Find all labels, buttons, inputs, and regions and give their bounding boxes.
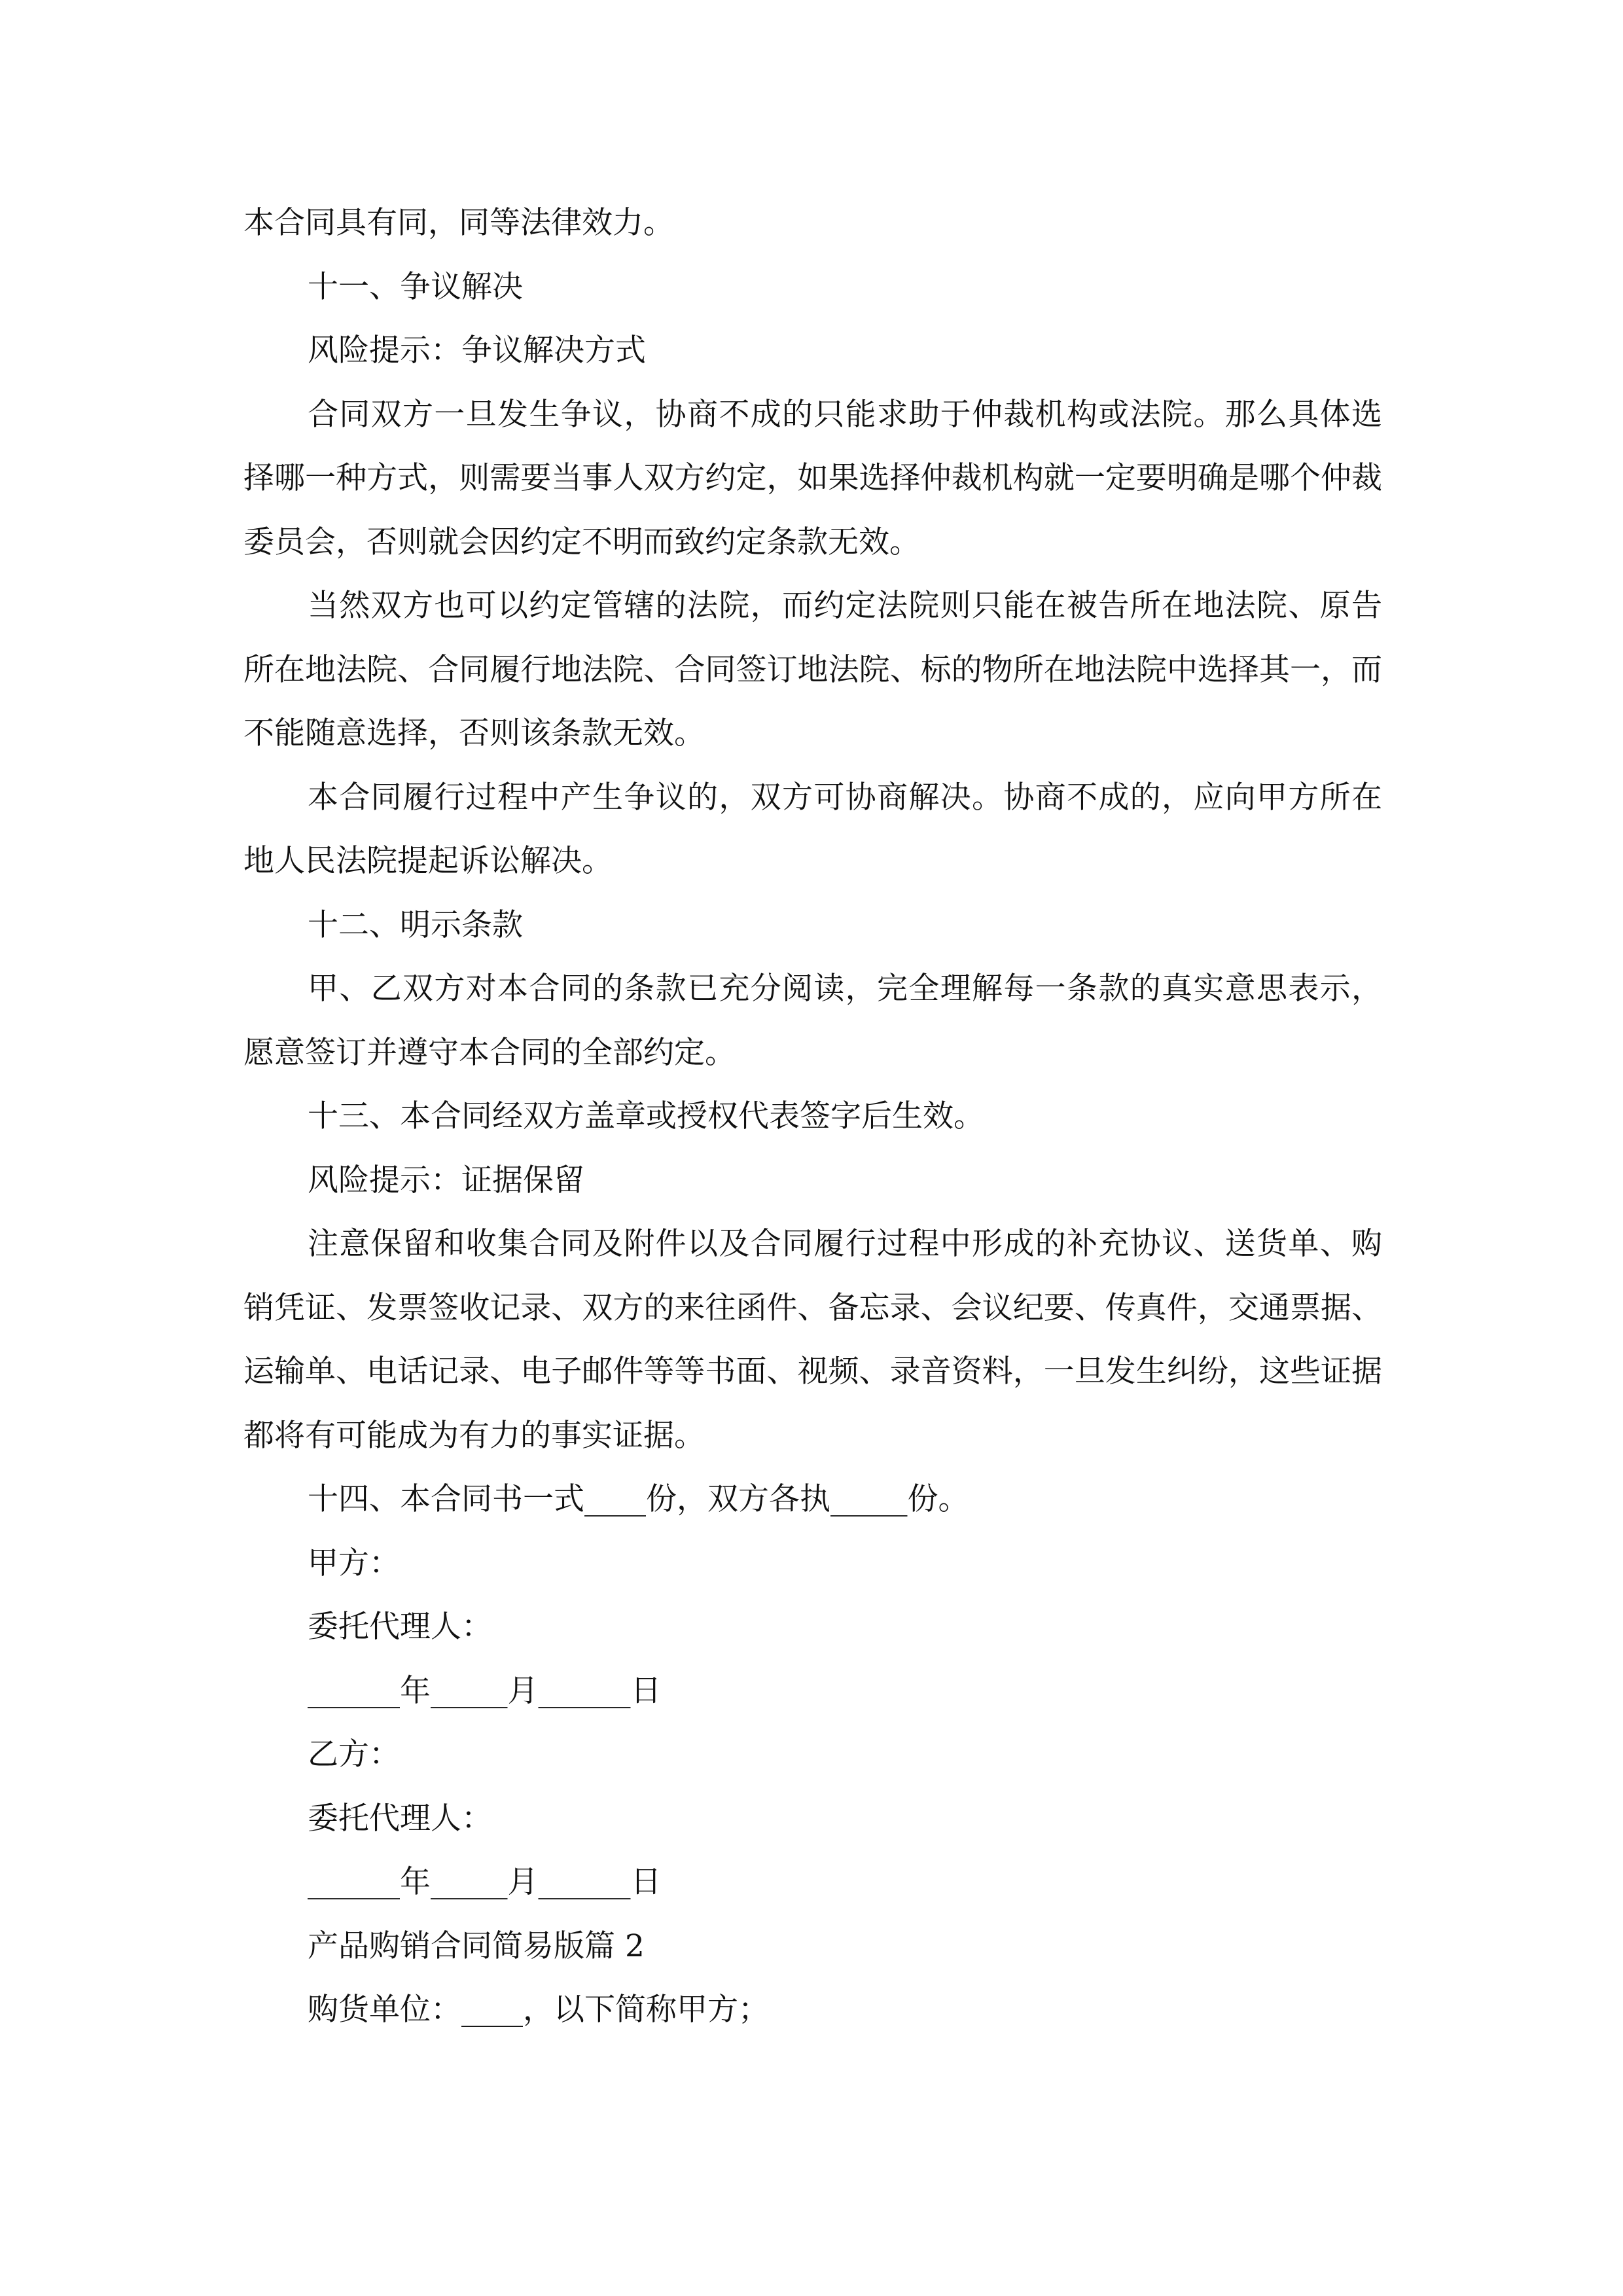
paragraph: 本合同具有同，同等法律效力。	[243, 205, 674, 241]
risk-tip: 风险提示：证据保留	[308, 1162, 584, 1198]
paragraph: 注意保留和收集合同及附件以及合同履行过程中形成的补充协议、送货单、购销凭证、发票签收记录、双方的来往函件、备忘录、会议纪要、传真件，交通票据、运输单、电话记录、电子邮件等等书面、视频、录音资料，一旦发生纠纷，这些证据都将有可能成为有力的事实证据。	[243, 1226, 1382, 1454]
document-body	[243, 191, 1382, 2042]
paragraph: 本合同履行过程中产生争议的，双方可协商解决。协商不成的，应向甲方所在地人民法院提起诉讼解决。	[243, 779, 1382, 879]
paragraph: 甲、乙双方对本合同的条款已充分阅读，完全理解每一条款的真实意思表示，愿意签订并遵守本合同的全部约定。	[243, 971, 1382, 1071]
party-a-label: 甲方：	[308, 1545, 400, 1581]
paragraph: 合同双方一旦发生争议，协商不成的只能求助于仲裁机构或法院。那么具体选择哪一种方式，则需要当事人双方约定，如果选择仲裁机构就一定要明确是哪个仲裁委员会，否则就会因约定不明而致约定条款无效。	[243, 396, 1382, 560]
agent-label: 委托代理人：	[308, 1800, 492, 1837]
risk-tip: 风险提示：争议解决方式	[308, 332, 646, 368]
paragraph: 当然双方也可以约定管辖的法院，而约定法院则只能在被告所在地法院、原告所在地法院、合同履行地法院、合同签订地法院、标的物所在地法院中选择其一，而不能随意选择，否则该条款无效。	[243, 588, 1382, 751]
party-b-label: 乙方：	[308, 1736, 400, 1772]
section-heading: 十三、本合同经双方盖章或授权代表签字后生效。	[308, 1098, 984, 1134]
section-heading: 十四、本合同书一式____份，双方各执_____份。	[308, 1481, 969, 1517]
paragraph: 购货单位：____，以下简称甲方；	[308, 1992, 769, 2028]
section-heading: 十二、明示条款	[308, 906, 523, 943]
agent-label: 委托代理人：	[308, 1609, 492, 1645]
section-heading: 十一、争议解决	[308, 268, 523, 305]
date-line: ______年_____月______日	[308, 1672, 662, 1709]
date-line: ______年_____月______日	[308, 1864, 662, 1900]
section-title: 产品购销合同简易版篇 2	[308, 1928, 645, 1964]
